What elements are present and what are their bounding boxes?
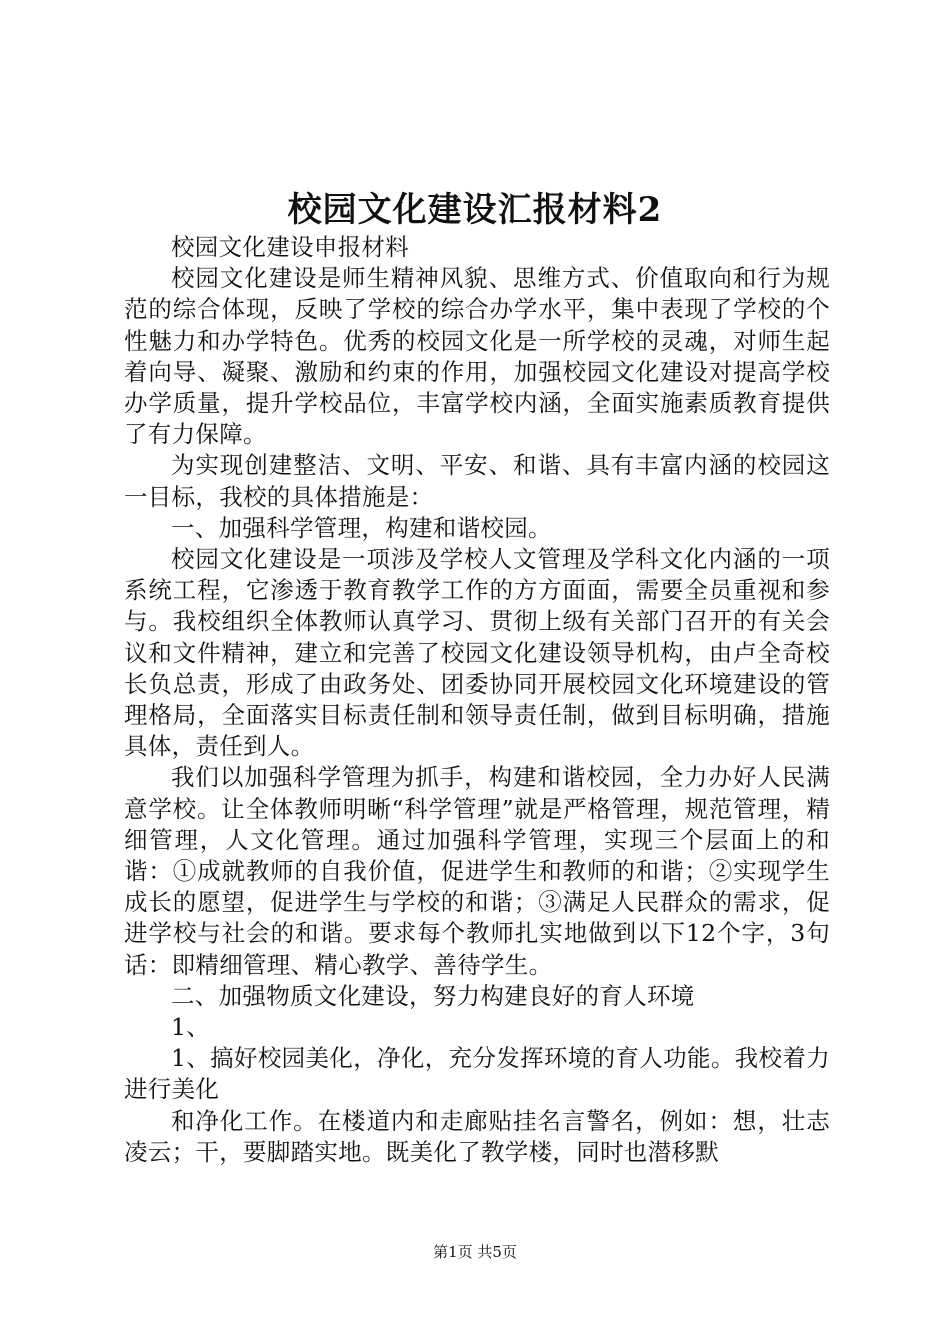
paragraph: 为实现创建整洁、文明、平安、和谐、具有丰富内涵的校园这一目标，我校的具体措施是：	[124, 451, 830, 511]
paragraph: 和净化工作。在楼道内和走廊贴挂名言警名，例如：想，壮志凌云；干，要脚踏实地。既美化了教学楼，同时也潜移默	[124, 1106, 830, 1166]
paragraph: 校园文化建设申报材料	[171, 233, 409, 261]
list-marker: 1、	[171, 1013, 211, 1042]
document-title: 校园文化建设汇报材料2	[287, 190, 663, 230]
paragraph: 1、搞好校园美化，净化，充分发挥环境的育人功能。我校着力进行美化	[124, 1044, 830, 1104]
section-heading: 二、加强物质文化建设，努力构建良好的育人环境	[171, 981, 695, 1010]
section-heading: 一、加强科学管理，构建和谐校园。	[171, 513, 552, 542]
document-body	[124, 232, 830, 1168]
page-footer: 第1页 共5页	[433, 1243, 517, 1261]
paragraph: 校园文化建设是一项涉及学校人文管理及学科文化内涵的一项系统工程，它渗透于教育教学工作的方方面面，需要全员重视和参与。我校组织全体教师认真学习、贯彻上级有关部门召开的有关会议和文件精神，建立和完善了校园文化建设领导机构，由卢全奇校长负总责，形成了由政务处、团委协同开展校园文化环境建设的管理格局，全面落实目标责任制和领导责任制，做到目标明确，措施具体，责任到人。	[124, 545, 830, 761]
paragraph: 我们以加强科学管理为抓手，构建和谐校园，全力办好人民满意学校。让全体教师明晰“科学管理”就是严格管理，规范管理，精细管理，人文化管理。通过加强科学管理，实现三个层面上的和谐：①成就教师的自我价值，促进学生和教师的和谐；②实现学生成长的愿望，促进学生与学校的和谐；③满足人民群众的需求，促进学校与社会的和谐。要求每个教师扎实地做到以下12个字，3句话：即精细管理、精心教学、善待学生。	[124, 763, 830, 979]
paragraph: 校园文化建设是师生精神风貌、思维方式、价值取向和行为规范的综合体现，反映了学校的综合办学水平，集中表现了学校的个性魅力和办学特色。优秀的校园文化是一所学校的灵魂，对师生起着向导、凝聚、激励和约束的作用，加强校园文化建设对提高学校办学质量，提升学校品位，丰富学校内涵，全面实施素质教育提供了有力保障。	[124, 264, 830, 449]
